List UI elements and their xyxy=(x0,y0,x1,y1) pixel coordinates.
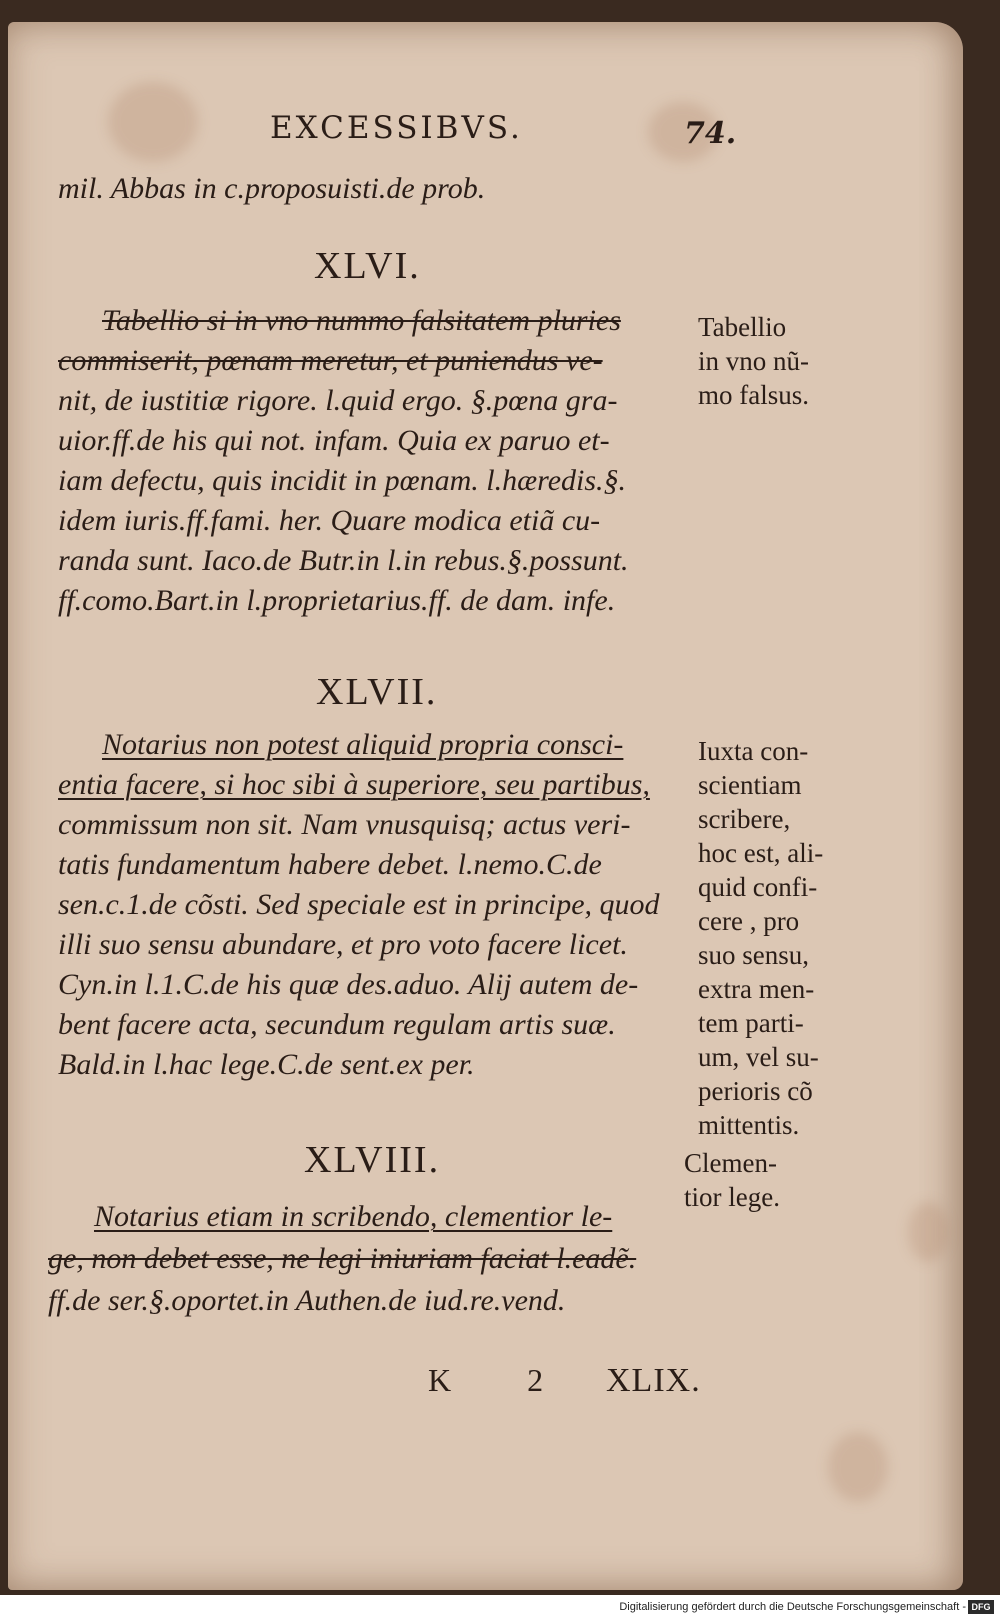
signature-mark: K 2 xyxy=(428,1362,578,1398)
section-heading: XLVI. xyxy=(314,245,421,287)
text-line: Notarius non potest aliquid propria consci- xyxy=(102,728,624,761)
text-line: idem iuris.ff.fami. her. Quare modica etiã cu- xyxy=(58,504,601,537)
text-line: commissum non sit. Nam vnusquisq; actus veri- xyxy=(58,808,631,841)
marginal-note: Tabellio xyxy=(698,312,787,342)
marginal-note: quid confi- xyxy=(698,872,818,902)
digitization-footer xyxy=(0,1597,1000,1620)
text-line: tatis fundamentum habere debet. l.nemo.C.de xyxy=(58,848,602,881)
marginal-note: Clemen- xyxy=(684,1148,777,1178)
funding-credit: Digitalisierung gefördert durch die Deutsche Forschungsgemeinschaft - xyxy=(619,1601,966,1613)
text-line: Notarius etiam in scribendo, clementior le- xyxy=(94,1200,613,1233)
marginal-note: scientiam xyxy=(698,770,802,800)
section-heading: XLVIII. xyxy=(304,1139,441,1181)
text-line: Cyn.in l.1.C.de his quæ des.aduo. Alij autem de- xyxy=(58,968,639,1001)
marginal-note: in vno nũ- xyxy=(698,346,809,376)
book-page xyxy=(8,22,963,1590)
marginal-note: mittentis. xyxy=(698,1110,800,1140)
text-line: entia facere, si hoc sibi à superiore, seu partibus, xyxy=(58,768,650,801)
text-line: illi suo sensu abundare, et pro voto facere licet. xyxy=(58,928,628,961)
marginal-note: tior lege. xyxy=(684,1182,780,1212)
marginal-note: um, vel su- xyxy=(698,1042,819,1072)
text-line: commiserit, pœnam meretur, et puniendus ve- xyxy=(58,344,603,377)
marginal-note: cere , pro xyxy=(698,906,800,936)
marginal-note: scribere, xyxy=(698,804,791,834)
marginal-note: Iuxta con- xyxy=(698,736,809,766)
paper-stain xyxy=(908,1202,948,1262)
marginal-note: hoc est, ali- xyxy=(698,838,824,868)
marginal-note: perioris cõ xyxy=(698,1076,813,1106)
marginal-note: mo falsus. xyxy=(698,380,809,410)
dfg-logo: DFG xyxy=(968,1600,994,1614)
text-line: uior.ff.de his qui not. infam. Quia ex paruo et- xyxy=(58,424,610,457)
text-line: sen.c.1.de cõsti. Sed speciale est in principe, quod xyxy=(58,888,660,921)
text-line: mil. Abbas in c.proposuisti.de prob. xyxy=(58,172,486,205)
section-heading: XLVII. xyxy=(316,671,438,713)
text-line: ff.de ser.§.oportet.in Authen.de iud.re.vend. xyxy=(48,1284,566,1317)
text-line: iam defectu, quis incidit in pœnam. l.hæredis.§. xyxy=(58,464,627,497)
text-line: randa sunt. Iaco.de Butr.in l.in rebus.§.possunt. xyxy=(58,544,629,577)
marginal-note: extra men- xyxy=(698,974,815,1004)
catchword: XLIX. xyxy=(606,1362,701,1399)
text-line: Bald.in l.hac lege.C.de sent.ex per. xyxy=(58,1048,475,1081)
marginal-note: suo sensu, xyxy=(698,940,810,970)
text-line: bent facere acta, secundum regulam artis suæ. xyxy=(58,1008,616,1041)
folio-number: 74. xyxy=(684,116,737,151)
text-line: ge, non debet esse, ne legi iniuriam faciat l.eadẽ. xyxy=(48,1242,637,1275)
marginal-note: tem parti- xyxy=(698,1008,804,1038)
paper-stain xyxy=(108,82,198,162)
text-line: Tabellio si in vno nummo falsitatem pluries xyxy=(102,304,621,337)
paper-stain xyxy=(828,1432,888,1502)
text-line: ff.como.Bart.in l.proprietarius.ff. de dam. infe. xyxy=(58,584,616,617)
running-head: EXCESSIBVS. xyxy=(270,110,523,146)
text-line: nit, de iustitiæ rigore. l.quid ergo. §.pœna gra- xyxy=(58,384,618,417)
